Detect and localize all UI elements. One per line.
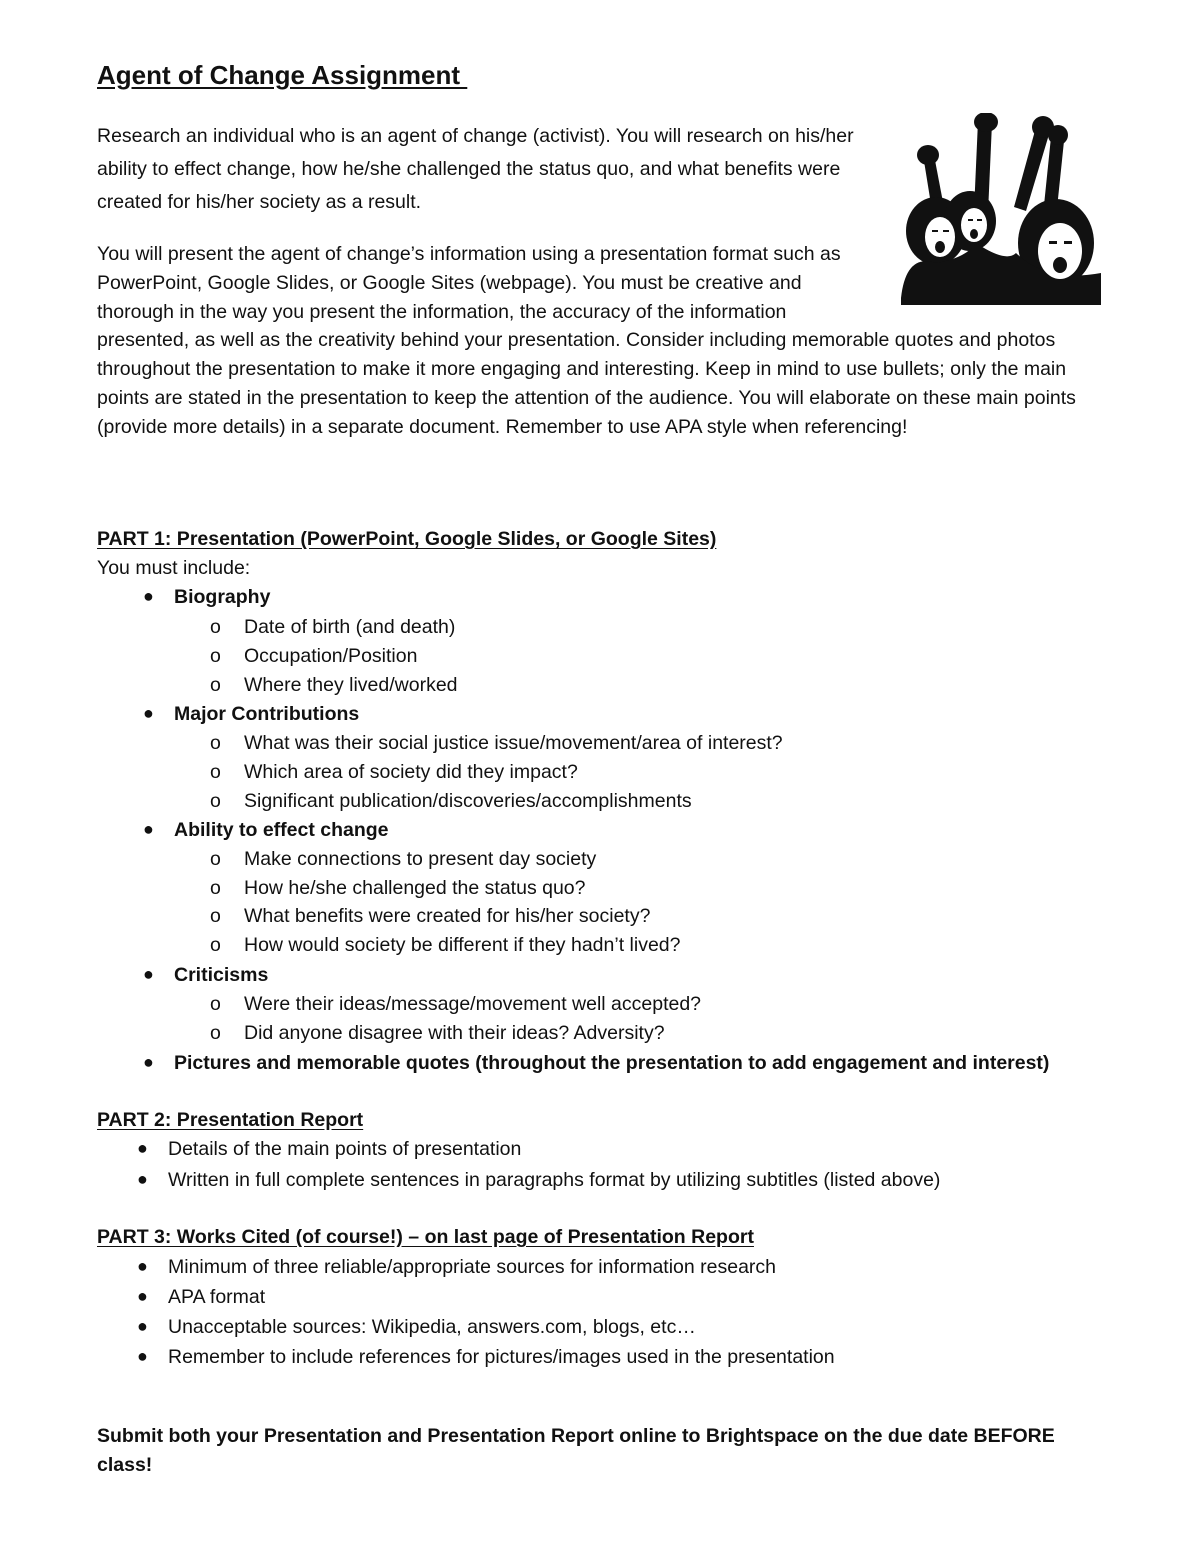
- part1-sub-item: o How he/she challenged the status quo?: [210, 877, 586, 899]
- part1-sub-item: o Where they lived/worked: [210, 674, 458, 696]
- bullet-dot-icon: ●: [137, 1286, 148, 1306]
- document-title: Agent of Change Assignment: [97, 60, 468, 90]
- part1-sub-item: o Were their ideas/message/movement well accepted?: [210, 993, 702, 1015]
- hollow-bullet-icon: o: [210, 616, 221, 638]
- hollow-bullet-icon: o: [210, 645, 221, 667]
- intro-paragraph-1: Research an individual who is an agent of change (activist). You will research on his/her ability to effect change, how he/she challenged the status quo, and what benefits were created for his/her society as a result.: [97, 125, 854, 213]
- hollow-bullet-icon: o: [210, 877, 221, 899]
- part1-bullet-criticisms: ● Criticisms: [143, 964, 269, 986]
- part1-sub-item: o Which area of society did they impact?: [210, 761, 578, 783]
- hollow-bullet-icon: o: [210, 732, 221, 754]
- part1-bullet-ability-to-effect-change: ● Ability to effect change: [143, 819, 389, 841]
- part3-bullet: ● Minimum of three reliable/appropriate sources for information research: [137, 1256, 777, 1278]
- bullet-dot-icon: ●: [137, 1169, 148, 1189]
- part3-heading: PART 3: Works Cited (of course!) – on last page of Presentation Report: [97, 1226, 754, 1248]
- bullet-dot-icon: ●: [143, 819, 154, 839]
- part2-bullet: ● Details of the main points of presentation: [137, 1138, 522, 1160]
- part1-sub-item: o What was their social justice issue/movement/area of interest?: [210, 732, 783, 754]
- hollow-bullet-icon: o: [210, 848, 221, 870]
- part1-sub-item: o Occupation/Position: [210, 645, 418, 667]
- bullet-dot-icon: ●: [143, 964, 154, 984]
- part1-sub-item: o Make connections to present day society: [210, 848, 597, 870]
- part1-heading: PART 1: Presentation (PowerPoint, Google Slides, or Google Sites): [97, 528, 717, 550]
- bullet-dot-icon: ●: [137, 1316, 148, 1336]
- hollow-bullet-icon: o: [210, 790, 221, 812]
- part3-bullet: ● APA format: [137, 1286, 266, 1308]
- part1-bullet-pictures-quotes: ● Pictures and memorable quotes (throughout the presentation to add engagement and interest): [143, 1052, 1050, 1074]
- hollow-bullet-icon: o: [210, 934, 221, 956]
- hollow-bullet-icon: o: [210, 761, 221, 783]
- part1-sub-item: o Significant publication/discoveries/accomplishments: [210, 790, 692, 812]
- bullet-dot-icon: ●: [143, 586, 154, 606]
- bullet-dot-icon: ●: [143, 1052, 154, 1072]
- bullet-dot-icon: ●: [143, 703, 154, 723]
- part3-bullet: ● Unacceptable sources: Wikipedia, answers.com, blogs, etc…: [137, 1316, 696, 1338]
- hollow-bullet-icon: o: [210, 674, 221, 696]
- hollow-bullet-icon: o: [210, 905, 221, 927]
- part1-sub-item: o Date of birth (and death): [210, 616, 456, 638]
- part2-heading: PART 2: Presentation Report: [97, 1109, 364, 1131]
- bullet-dot-icon: ●: [137, 1346, 148, 1366]
- intro-paragraph-2: You will present the agent of change’s information using a presentation format such as PowerPoint, Google Slides, or Google Sites (webpage). You must be creative and thorough in the way you present the information, the accuracy of the information presented, as well as the creativity behind your presentation. Consider including memorable quotes and photos throughout the presentation to make it more engaging and interesting. Keep in mind to use bullets; only the main points are stated in the presentation to keep the attention of the audience. You will elaborate on these main points (provide more details) in a separate document. Remember to use APA style when referencing!: [97, 243, 1076, 438]
- submission-note: Submit both your Presentation and Presentation Report online to Brightspace on the due date BEFORE class!: [97, 1425, 1055, 1476]
- part3-bullet: ● Remember to include references for pictures/images used in the presentation: [137, 1346, 835, 1368]
- part1-bullet-major-contributions: ● Major Contributions: [143, 703, 360, 725]
- part1-bullet-biography: ● Biography: [143, 586, 271, 608]
- protesters-raised-fists-icon: [896, 113, 1101, 305]
- part1-sub-item: o Did anyone disagree with their ideas? Adversity?: [210, 1022, 665, 1044]
- part2-bullet: ● Written in full complete sentences in paragraphs format by utilizing subtitles (listed above): [137, 1169, 941, 1191]
- part1-sub-item: o How would society be different if they hadn’t lived?: [210, 934, 681, 956]
- part1-sub-item: o What benefits were created for his/her society?: [210, 905, 651, 927]
- hollow-bullet-icon: o: [210, 993, 221, 1015]
- bullet-dot-icon: ●: [137, 1138, 148, 1158]
- part1-intro: You must include:: [97, 557, 251, 579]
- bullet-dot-icon: ●: [137, 1256, 148, 1276]
- hollow-bullet-icon: o: [210, 1022, 221, 1044]
